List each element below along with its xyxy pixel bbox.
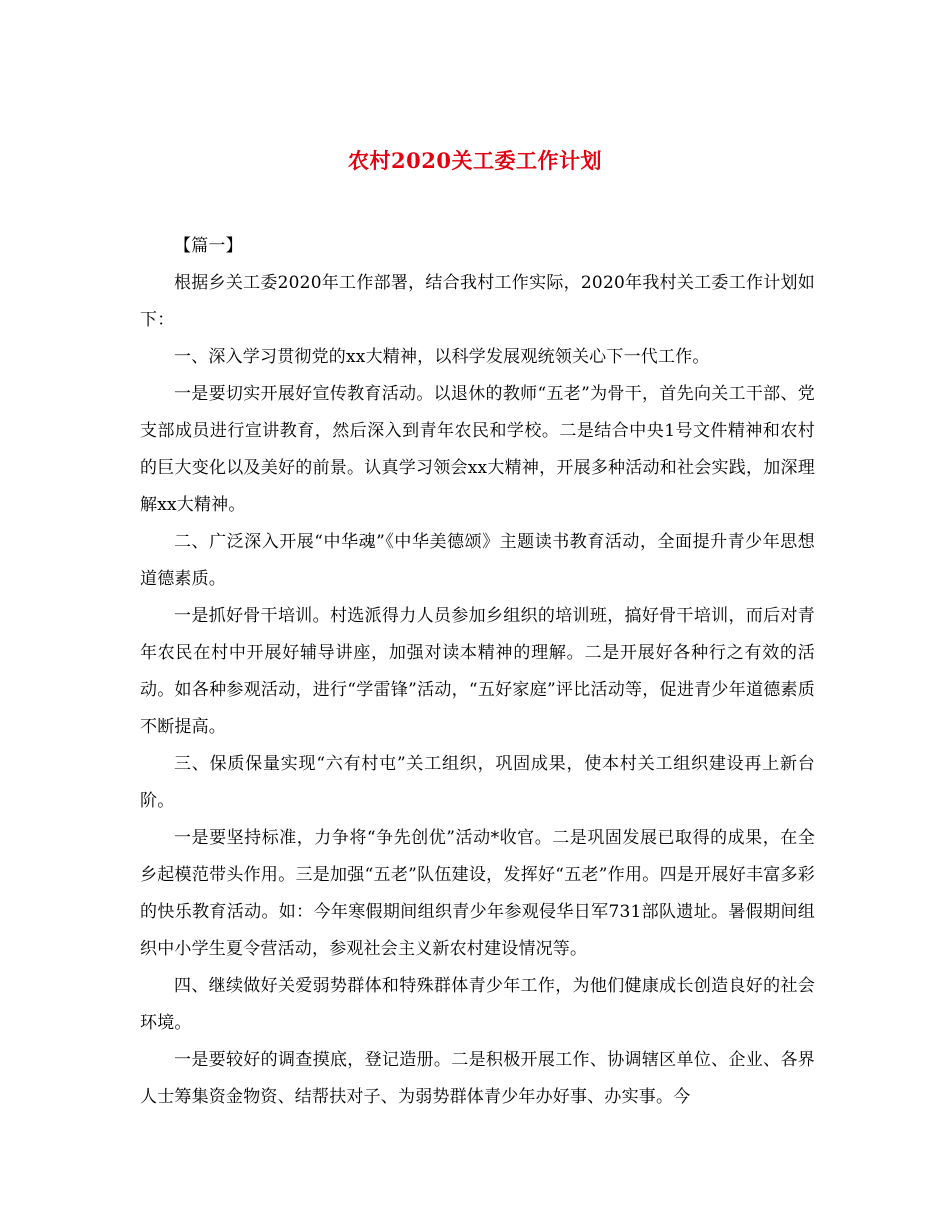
document-title: 农村2020关工委工作计划 (348, 148, 602, 173)
paragraph-heading-2: 二、广泛深入开展“中华魂”《中华美德颂》主题读书教育活动，全面提升青少年思想道德素质。 (140, 532, 815, 589)
paragraph-heading-1: 一、深入学习贯彻党的xx大精神，以科学发展观统领关心下一代工作。 (174, 347, 710, 367)
paragraph-intro: 根据乡关工委2020年工作部署，结合我村工作实际，2020年我村关工委工作计划如下： (140, 273, 815, 330)
paragraph-heading-4: 四、继续做好关爱弱势群体和特殊群体青少年工作，为他们健康成长创造良好的社会环境。 (140, 976, 815, 1033)
paragraph-heading-3: 三、保质保量实现“六有村屯”关工组织，巩固成果，使本村关工组织建设再上新台阶。 (140, 754, 815, 811)
paragraph-body-4: 一是要较好的调查摸底，登记造册。二是积极开展工作、协调辖区单位、企业、各界人士筹集资金物资、结帮扶对子、为弱势群体青少年办好事、办实事。今 (140, 1050, 815, 1107)
section-tag: 【篇一】 (174, 236, 243, 256)
paragraph-body-1: 一是要切实开展好宣传教育活动。以退休的教师“五老”为骨干，首先向关工干部、党支部成员进行宣讲教育，然后深入到青年农民和学校。二是结合中央1号文件精神和农村的巨大变化以及美好的前景。认真学习领会xx大精神，开展多种活动和社会实践，加深理解xx大精神。 (140, 384, 815, 515)
paragraph-body-2: 一是抓好骨干培训。村选派得力人员参加乡组织的培训班，搞好骨干培训，而后对青年农民在村中开展好辅导讲座，加强对读本精神的理解。二是开展好各种行之有效的活动。如各种参观活动，进行“学雷锋”活动，“五好家庭”评比活动等，促进青少年道德素质不断提高。 (140, 606, 815, 737)
document-body (140, 228, 815, 1116)
paragraph-body-3: 一是要坚持标准，力争将“争先创优”活动*收官。二是巩固发展已取得的成果，在全乡起模范带头作用。三是加强“五老”队伍建设，发挥好“五老”作用。四是开展好丰富多彩的快乐教育活动。如：今年寒假期间组织青少年参观侵华日军731部队遗址。暑假期间组织中小学生夏令营活动，参观社会主义新农村建设情况等。 (140, 828, 815, 959)
